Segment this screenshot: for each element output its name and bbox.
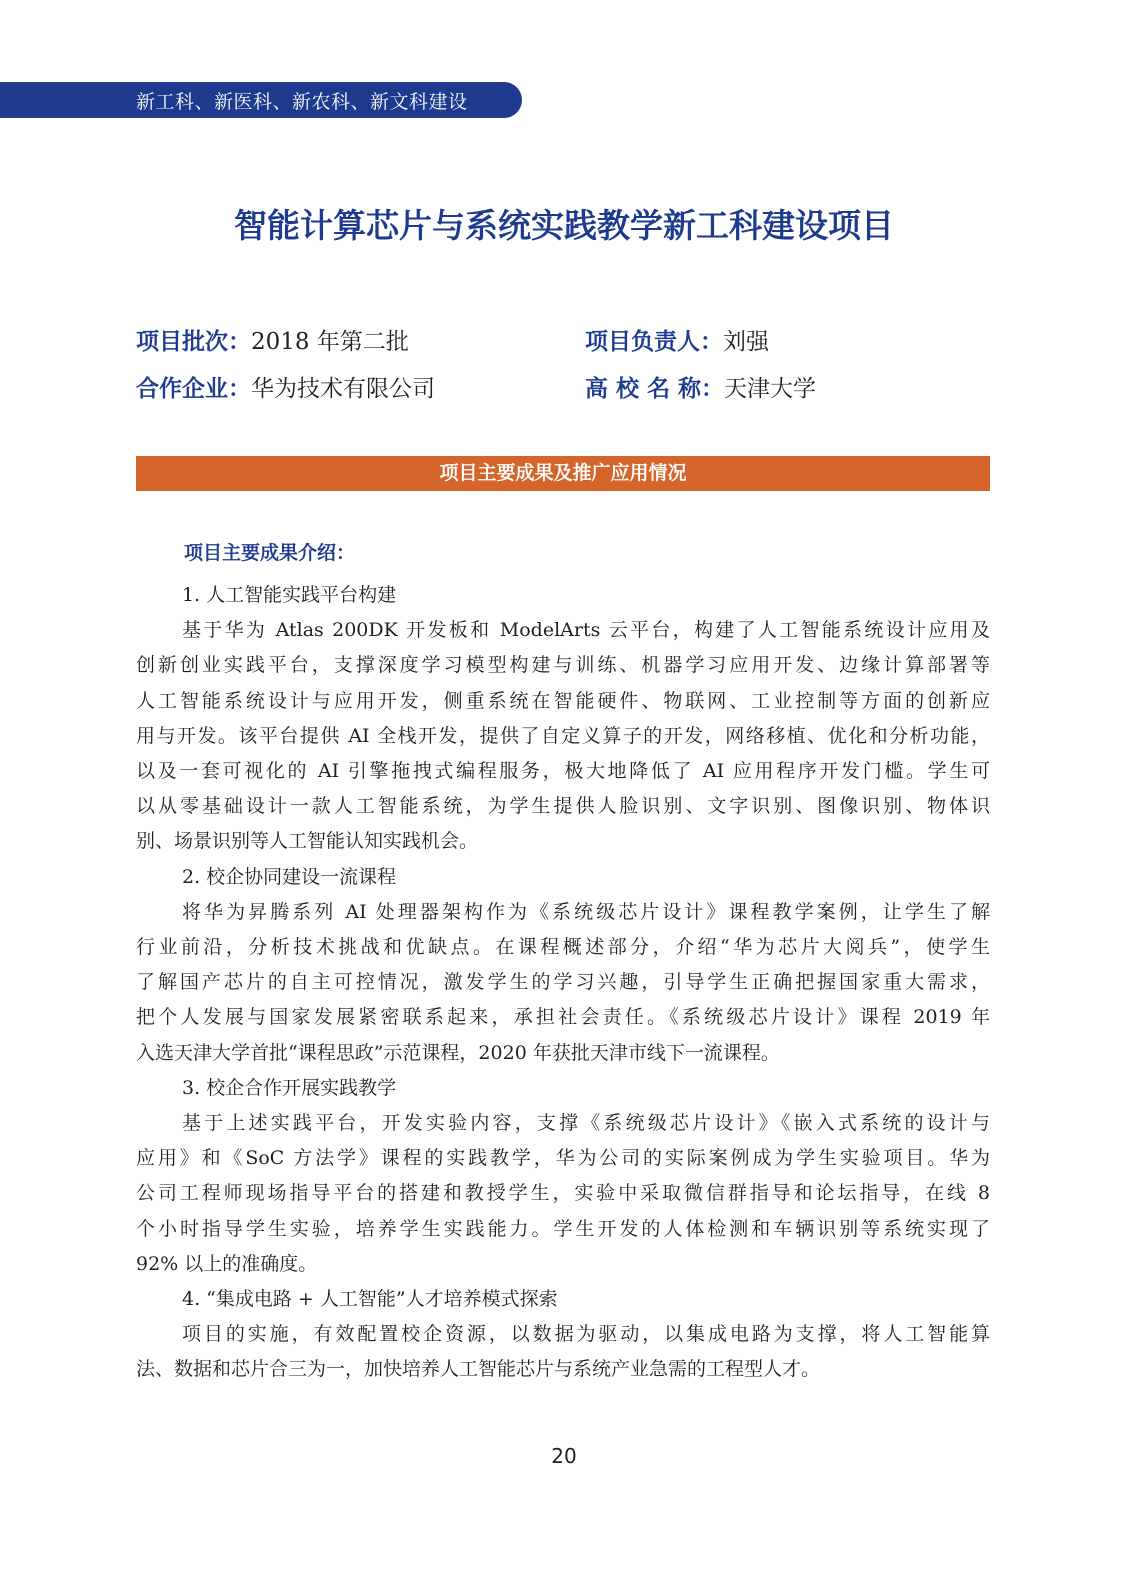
school-field <box>585 370 816 403</box>
paragraph-line: 入选天津大学首批“课程思政”示范课程，2020 年获批天津市线下一流课程。 <box>136 1041 780 1064</box>
paragraph-line: 个小时指导学生实验，培养学生实践能力。学生开发的人体检测和车辆识别等系统实现了 <box>136 1217 990 1240</box>
section-tag-band <box>0 82 522 118</box>
leader-field <box>585 323 769 356</box>
company-field <box>136 370 435 403</box>
paragraph-line: 别、场景识别等人工智能认知实践机会。 <box>136 830 479 853</box>
school-value: 天津大学 <box>724 376 817 402</box>
page-number: 20 <box>551 1444 577 1468</box>
paragraph-line: 项目的实施，有效配置校企资源，以数据为驱动，以集成电路为支撑，将人工智能算 <box>182 1323 990 1346</box>
batch-field <box>136 323 409 356</box>
batch-value: 2018 年第二批 <box>251 329 409 355</box>
paragraph-line: 行业前沿，分析技术挑战和优缺点。在课程概述部分，介绍“华为芯片大阅兵”，使学生 <box>136 936 990 959</box>
paragraph-line: 将华为昇腾系列 AI 处理器架构作为《系统级芯片设计》课程教学案例，让学生了解 <box>182 900 990 923</box>
company-value: 华为技术有限公司 <box>251 376 435 402</box>
paragraph-line: 公司工程师现场指导平台的搭建和教授学生，实验中采取微信群指导和论坛指导，在线 8 <box>136 1182 990 1205</box>
paragraph-line: 人工智能系统设计与应用开发，侧重系统在智能硬件、物联网、工业控制等方面的创新应 <box>136 689 990 712</box>
paragraph-line: 法、数据和芯片合三为一，加快培养人工智能芯片与系统产业急需的工程型人才。 <box>136 1358 821 1381</box>
paragraph-line: 以及一套可视化的 AI 引擎拖拽式编程服务，极大地降低了 AI 应用程序开发门槛。学生可 <box>136 760 990 783</box>
paragraph-line: 基于华为 Atlas 200DK 开发板和 ModelArts 云平台，构建了人工智能系统设计应用及 <box>182 619 990 642</box>
item-heading: 3. 校企合作开展实践教学 <box>182 1076 397 1099</box>
results-subheading: 项目主要成果介绍： <box>184 542 356 564</box>
paragraph-line: 把个人发展与国家发展紧密联系起来，承担社会责任。《系统级芯片设计》课程 2019 年 <box>136 1006 990 1029</box>
item-heading: 4. “集成电路 + 人工智能”人才培养模式探索 <box>182 1288 558 1311</box>
paragraph-line: 创新创业实践平台，支撑深度学习模型构建与训练、机器学习应用开发、边缘计算部署等 <box>136 654 990 677</box>
paragraph-line: 应用》和《SoC 方法学》课程的实践教学，华为公司的实际案例成为学生实验项目。华为 <box>136 1147 990 1170</box>
paragraph-line: 了解国产芯片的自主可控情况，激发学生的学习兴趣，引导学生正确把握国家重大需求， <box>136 971 990 994</box>
item-heading: 1. 人工智能实践平台构建 <box>182 584 397 606</box>
paragraph-line: 基于上述实践平台，开发实验内容，支撑《系统级芯片设计》《嵌入式系统的设计与 <box>182 1112 990 1135</box>
leader-label: 项目负责人： <box>585 329 723 355</box>
batch-label: 项目批次： <box>136 329 251 355</box>
body-content <box>136 538 990 1388</box>
school-label: 高 校 名 称： <box>585 376 725 402</box>
paragraph-line: 用与开发。该平台提供 AI 全栈开发，提供了自定义算子的开发，网络移植、优化和分析功能， <box>136 724 990 747</box>
paragraph-line: 92% 以上的准确度。 <box>136 1252 318 1275</box>
item-heading: 2. 校企协同建设一流课程 <box>182 865 397 888</box>
section-heading-bar: 项目主要成果及推广应用情况 <box>136 456 990 491</box>
leader-value: 刘强 <box>723 329 769 355</box>
section-tag: 新工科、新医科、新农科、新文科建设 <box>136 90 468 113</box>
paragraph-line: 以从零基础设计一款人工智能系统，为学生提供人脸识别、文字识别、图像识别、物体识 <box>136 795 990 818</box>
page-title: 智能计算芯片与系统实践教学新工科建设项目 <box>234 206 894 245</box>
company-label: 合作企业： <box>136 376 251 402</box>
